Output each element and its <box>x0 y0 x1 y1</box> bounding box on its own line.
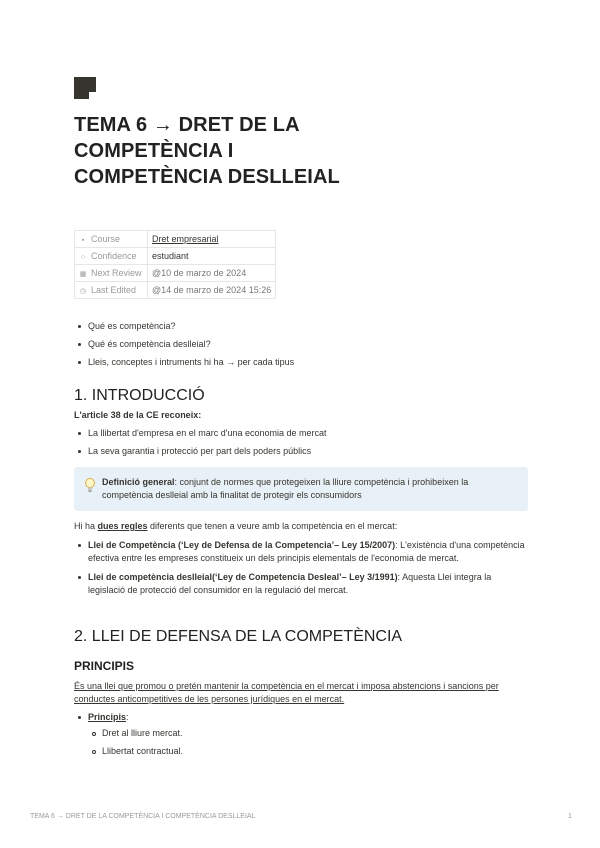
calendar-icon: ▦ <box>79 271 87 278</box>
property-row-confidence[interactable] <box>75 248 276 265</box>
footer-title: TEMA 6 → DRET DE LA COMPETÈNCIA I COMPETÈNCIA DESLLEIAL <box>30 813 256 820</box>
subheading-principis: PRINCIPIS <box>74 659 135 673</box>
list-item: La llibertat d'empresa en el marc d'una economia de mercat <box>88 427 528 440</box>
rules-bold: dues regles <box>97 521 148 531</box>
callout-bold: Definició general <box>102 477 175 487</box>
list-item: Dret al lliure mercat. <box>102 727 522 740</box>
rules-intro: Hi ha dues regles diferents que tenen a veure amb la competència en el mercat: <box>74 521 398 531</box>
properties-table <box>74 230 276 299</box>
list-item: Principis: <box>88 711 528 724</box>
section-lead: L'article 38 de la CE reconeix: <box>74 410 202 420</box>
section-heading-1: 1. INTRODUCCIÓ <box>74 387 205 404</box>
definition-callout <box>74 467 528 511</box>
principis-list <box>88 711 528 724</box>
footer-page-number: 1 <box>568 813 572 820</box>
callout-body: : conjunt de normes que protegeixen la lliure competència i prohibeixen la competència deslleial amb la finalitat de protegir els consumidors <box>102 477 469 500</box>
list-item: Llibertat contractual. <box>102 745 522 758</box>
intro-list <box>88 320 528 369</box>
list-item-law2: Llei de competència deslleial(‘Ley de Competencia Desleal’– Ley 3/1991): Aquesta Llei integra la legislació de protecció del consumidor en la regulació del mercat. <box>88 571 528 597</box>
next-review-value[interactable]: @10 de marzo de 2024 <box>148 265 276 282</box>
lightbulb-icon <box>84 477 96 493</box>
course-link[interactable]: Dret empresarial <box>152 234 219 244</box>
list-item: Qué es competència? <box>88 320 528 333</box>
last-edited-value: @14 de marzo de 2024 15:26 <box>148 282 276 299</box>
section-heading-2: 2. LLEI DE DEFENSA DE LA COMPETÈNCIA <box>74 628 403 645</box>
list-item: La seva garantia i protecció per part dels poders públics <box>88 445 528 458</box>
laws-list <box>88 539 528 597</box>
list-item: Lleis, conceptes i intruments hi ha → per cada tipus <box>88 356 528 369</box>
list-item: Qué és competència deslleial? <box>88 338 528 351</box>
callout-text <box>102 476 512 502</box>
list-item-law1: Llei de Competència (‘Ley de Defensa de la Competencia’– Ley 15/2007): L'existència d'una competència efectiva entre les empreses constitueix un dels principis elementals de l'economia de mercat. <box>88 539 528 565</box>
property-row-next-review[interactable] <box>75 265 276 282</box>
property-key: Course <box>91 234 121 244</box>
principis-sublist <box>102 727 522 758</box>
principis-paragraph: És una llei que promou o pretén mantenir la competència en el mercat i imposa abstencions i sancions per conductes anticompetitives de les persones jurídiques en el mercat. <box>74 681 499 704</box>
clock-icon: ◷ <box>79 288 87 295</box>
confidence-value[interactable]: estudiant <box>148 248 276 265</box>
property-key: Next Review <box>91 268 142 278</box>
section1-list <box>88 427 528 458</box>
page-icon <box>74 77 96 99</box>
circle-icon: ○ <box>80 254 86 261</box>
property-row-course[interactable] <box>75 231 276 248</box>
property-key: Last Edited <box>91 285 137 295</box>
property-row-last-edited <box>75 282 276 299</box>
property-key: Confidence <box>91 251 137 261</box>
page-title: TEMA 6 → DRET DE LA COMPETÈNCIA I COMPETÈNCIA DESLLEIAL <box>74 114 340 188</box>
book-icon: ▪ <box>81 237 85 244</box>
